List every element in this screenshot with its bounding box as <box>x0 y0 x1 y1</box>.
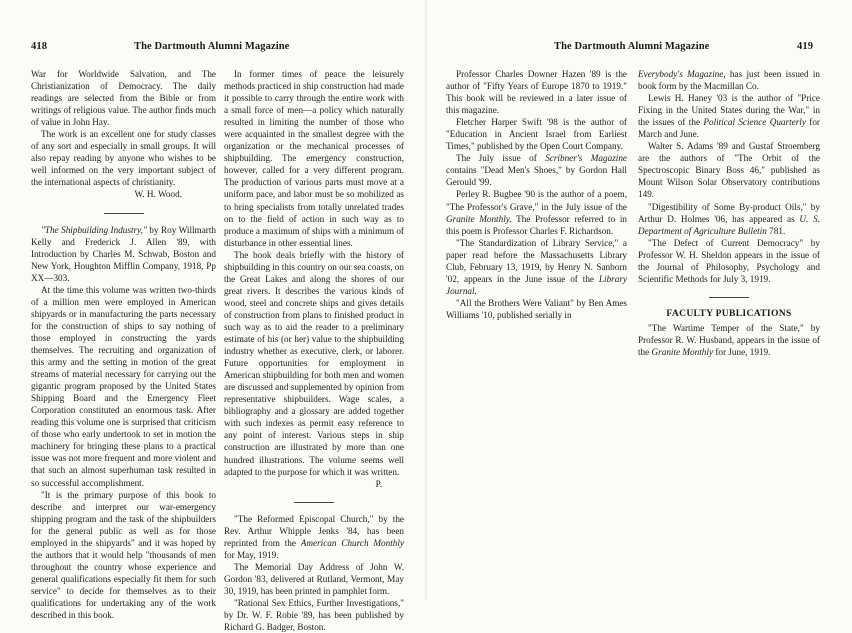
paragraph <box>638 322 820 358</box>
paragraph: Walter S. Adams '89 and Gustaf Stroemberg are the authors of "The Orbit of the Spectroscopic Binary Boss 46," published as Mount Wilson Solar Observatory contributions 149. <box>638 141 820 200</box>
publication-title: American Church Monthly <box>300 537 404 548</box>
section-divider <box>709 297 749 298</box>
text-run: 781. <box>766 225 786 236</box>
paragraph: "It is the primary purpose of this book to describe and interpret our war-emergency shipping program and the task of the shipbuilders for the general public as well as for those employed in the shipyards" and it was hoped by the authors that it would help "thousands of men throughout the country whose experience and general qualifications especially fit them for such service" to decide for themselves as to their qualifications for undertaking any of the work described in this book. <box>31 489 216 621</box>
text-run: "The Reformed Episcopal Church," by the Rev. Arthur Whipple Jenks '84, has been reprinted from the <box>224 513 404 548</box>
left-column-2 <box>224 68 404 633</box>
paragraph <box>446 152 627 188</box>
left-running-head: The Dartmouth Alumni Magazine <box>134 41 290 52</box>
publication-title: Scribner's Magazine <box>545 153 627 164</box>
right-page <box>426 0 852 600</box>
text-run: for June, 1919. <box>713 346 771 357</box>
paragraph: War for Worldwide Salvation, and The Christianization of Democracy. The daily readings are selected from the Bible or from writings of religious value. The author finds much of value in John Hay. <box>31 69 216 128</box>
section-divider <box>104 213 144 214</box>
paragraph: The Memorial Day Address of John W. Gordon '83, delivered at Rutland, Vermont, May 30, 1919, has been printed in pamphlet form. <box>224 561 404 596</box>
paragraph: "Rational Sex Ethics, Further Investigations," by Dr. W. F. Robie '89, has been published by Richard G. Badger, Boston. <box>224 597 404 633</box>
publication-title: Granite Monthly <box>651 346 714 357</box>
publication-title: U. S. Department of Agriculture Bulletin <box>638 213 820 236</box>
section-divider <box>294 502 334 503</box>
book-title: "The Shipbuilding Industry," <box>41 224 147 235</box>
faculty-publications-heading: FACULTY PUBLICATIONS <box>666 307 792 319</box>
text-run: "Digestibility of Some By-product Oils," by Arthur D. Holmes '06, has appeared as <box>638 201 820 224</box>
paragraph <box>224 513 404 561</box>
right-column-1 <box>446 68 627 321</box>
publication-title: Everybody's Magazine, <box>638 69 726 79</box>
text-run: "The Wartime Temper of the State," by Professor R. W. Husband, appears in the issue of the <box>638 322 820 357</box>
paragraph <box>638 201 820 237</box>
publication-title: Political Science Quarterly <box>703 117 806 128</box>
paragraph <box>446 237 627 297</box>
paragraph: Professor Charles Downer Hazen '89 is the author of "Fifty Years of Europe 1870 to 1919." This book will be reviewed in a later issue of this magazine. <box>446 69 627 116</box>
text-run: Lewis H. Haney '03 is the author of "Price Fixing in the United States during the War," in the issues of the <box>638 93 820 128</box>
book-citation <box>31 224 216 284</box>
paragraph: At the time this volume was written two-thirds of a million men were employed in American shipyards or in manufacturing the parts necessary for the construction of ships to say nothing of those employed in constructing the yards themselves. The recruiting and organization of this army and the setting in motion of the great streams of material necessary for carrying out the gigantic program proposed by the United States Shipping Board and the Emergency Fleet Corporation constituted an enormous task. After reading this volume one is surprised that criticism of those who early undertook to set in motion the machinery for bringing these plans to a practical issue was not more frequent and more violent and that such an almost superhuman task resulted in so successful accomplishment. <box>31 284 216 488</box>
paragraph: In former times of peace the leisurely methods practiced in ship construction had made it possible to carry through the entire work with a small force of men—a policy which naturally resulted in limiting the number of those who were acquainted in the smallest degree with the organization or the mechanical processes of shipbuilding. The emergency construction, however, called for a very different program. The production of various parts must move at a uniform pace, and labor must be so mobilized as to bring specialists from totally unrelated trades on to the field of action in such way as to produce a maximum of ships with a minimum of disturbance in other essential lines. <box>224 69 404 248</box>
text-run: has just been issued in book form by the Macmillan Co. <box>638 69 821 92</box>
paragraph <box>638 68 820 92</box>
left-column-1 <box>31 68 216 621</box>
paragraph <box>638 92 820 140</box>
paragraph <box>446 188 627 236</box>
text-run: The Professor referred to in this poem is Professor Charles F. Richardson. <box>446 213 627 236</box>
text-run: contains "Dead Men's Shoes," by Gordon Hall Gerould '99. <box>446 165 627 188</box>
right-page-number: 419 <box>797 41 814 52</box>
text-run: for March and June. <box>638 117 820 140</box>
text-run: for May, 1919. <box>224 549 279 560</box>
right-column-2 <box>638 68 820 358</box>
publication-title: Granite Monthly. <box>446 213 512 224</box>
book-details: by Roy Willmarth Kelly and Frederick J. Allen '89, with Introduction by Charles M. Schwab, Boston and New York, Houghton Mifflin Company, 1918, Pp XX—303. <box>31 224 216 283</box>
paragraph: Fletcher Harper Swift '98 is the author of "Education in Ancient Israel from Earliest Times," published by the Open Court Company. <box>446 117 627 152</box>
right-running-head: The Dartmouth Alumni Magazine <box>554 41 710 52</box>
text-run: "The Standardization of Library Service," a paper read before the Massachusetts Library Club, February 13, 1919, by Henry N. Sanborn '02, appears in the June issue of the <box>446 237 627 284</box>
paragraph: "All the Brothers Were Valiant" by Ben Ames Williams '10, published serially in <box>446 297 627 320</box>
text-run: The July issue of <box>456 153 546 164</box>
paragraph: "The Defect of Current Democracy" by Professor W. H. Sheldon appears in the issue of the Journal of Philosophy, Psychology and Scientific Methods for July 3, 1919. <box>638 237 820 284</box>
review-signature: W. H. Wood. <box>134 189 182 200</box>
review-signature: P. <box>375 478 382 489</box>
left-page-number: 418 <box>31 41 48 52</box>
paragraph: The work is an excellent one for study classes of any sort and especially in small groups. It will also repay reading by anyone who wishes to be well informed on the very important subject of the international aspects of christianity. <box>31 129 216 188</box>
text-run: Perley R. Bugbee '90 is the author of a poem, "The Professor's Grave," in the July issue of the <box>446 189 627 212</box>
publication-title: Library Journal. <box>446 273 627 296</box>
paragraph: The book deals briefly with the history of shipbuilding in this country on our sea coasts, on the Great Lakes and along the shores of our great rivers. It describes the various kinds of wood, steel and concrete ships and gives details of construction from plans to finished product in such way as to aid the reader to a preliminary estimate of his (or her) value to the shipbuilding industry whether as executive, clerk, or laborer. Future opportunities for employment in American shipbuilding for both men and women are discussed and supplemented by opinion from representative shipbuilders. Wage scales, a bibliography and a glossary are added together with such indexes as permit easy reference to any point of interest. Various steps in ship construction are illustrated by more than one hundred illustrations. The volume seems well adapted to the purpose for which it was written. <box>224 249 404 477</box>
